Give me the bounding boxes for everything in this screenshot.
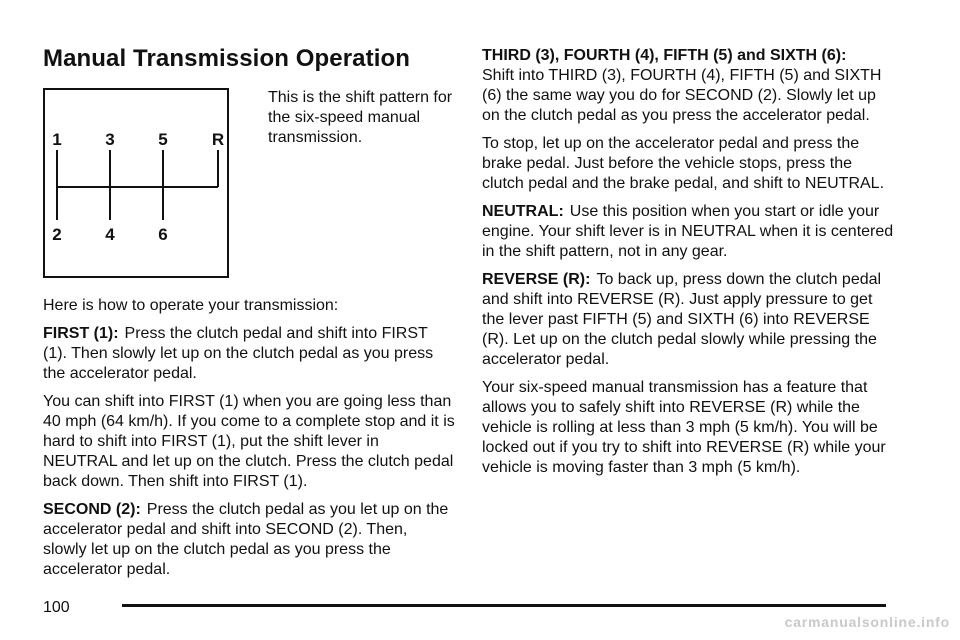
first-gear-label: FIRST (1):: [43, 325, 119, 342]
gear-2-label: 2: [52, 225, 62, 244]
first-gear-paragraph: [43, 324, 455, 384]
second-gear-text: Press the clutch pedal as you let up on the accelerator pedal and shift into SECOND (2). Then, slowly let up on the clutch pedal as you press the accelerator pedal.: [43, 501, 449, 578]
shift-pattern-diagram: [43, 88, 229, 278]
reverse-lockout-paragraph: Your six-speed manual transmission has a feature that allows you to safely shift into REVERSE (R) while the vehicle is rolling at less than 3 mph (5 km/h). You will be locked out if you try to shift into REVERSE (R) while your vehicle is moving faster than 3 mph (5 km/h).: [482, 379, 886, 476]
first-gear-note: You can shift into FIRST (1) when you are going less than 40 mph (64 km/h). If you come to a complete stop and it is hard to shift into FIRST (1), put the shift lever in NEUTRAL and let up on the clutch. Press the clutch pedal back down. Then shift into FIRST (1).: [43, 393, 455, 490]
reverse-text: To back up, press down the clutch pedal and shift into REVERSE (R). Just apply pressure to get the lever past FIFTH (5) and SIXTH (6) into REVERSE (R). Let up on the clutch pedal slowly while pressing the accelerator pedal.: [482, 271, 882, 368]
first-gear-text: Press the clutch pedal and shift into FIRST (1). Then slowly let up on the clutch pedal as you press the accelerator pedal.: [43, 325, 434, 382]
upper-gears-text: Shift into THIRD (3), FOURTH (4), FIFTH (5) and SIXTH (6) the same way you do for SECOND (2). Slowly let up on the clutch pedal as you press the accelerator pedal.: [482, 67, 882, 124]
intro-paragraph: Here is how to operate your transmission:: [43, 297, 339, 314]
second-gear-paragraph: [43, 500, 455, 580]
neutral-text: Use this position when you start or idle your engine. Your shift lever is in NEUTRAL when it is centered in the shift pattern, not in any gear.: [482, 203, 894, 260]
gear-4-label: 4: [105, 225, 115, 244]
gear-6-label: 6: [158, 225, 168, 244]
gear-r-label: R: [211, 130, 225, 149]
gear-3-label: 3: [105, 130, 115, 149]
page-title: Manual Transmission Operation: [43, 45, 410, 72]
left-column: [43, 296, 455, 588]
right-column: [482, 46, 894, 486]
shift-pattern-lines: [45, 90, 227, 276]
reverse-label: REVERSE (R):: [482, 271, 591, 288]
page-number: 100: [43, 599, 70, 616]
gear-5-label: 5: [158, 130, 168, 149]
neutral-paragraph: [482, 202, 894, 262]
upper-gears-paragraph: [482, 46, 894, 126]
diagram-caption: This is the shift pattern for the six-speed manual transmission.: [268, 89, 453, 146]
second-gear-label: SECOND (2):: [43, 501, 141, 518]
neutral-label: NEUTRAL:: [482, 203, 564, 220]
watermark: carmanualsonline.info: [784, 614, 950, 630]
upper-gears-label: THIRD (3), FOURTH (4), FIFTH (5) and SIXTH (6):: [482, 47, 847, 64]
gear-1-label: 1: [52, 130, 62, 149]
stopping-paragraph: To stop, let up on the accelerator pedal and press the brake pedal. Just before the vehicle stops, press the clutch pedal and the brake pedal, and shift to NEUTRAL.: [482, 135, 885, 192]
reverse-paragraph: [482, 270, 894, 370]
footer-rule: [122, 604, 886, 607]
